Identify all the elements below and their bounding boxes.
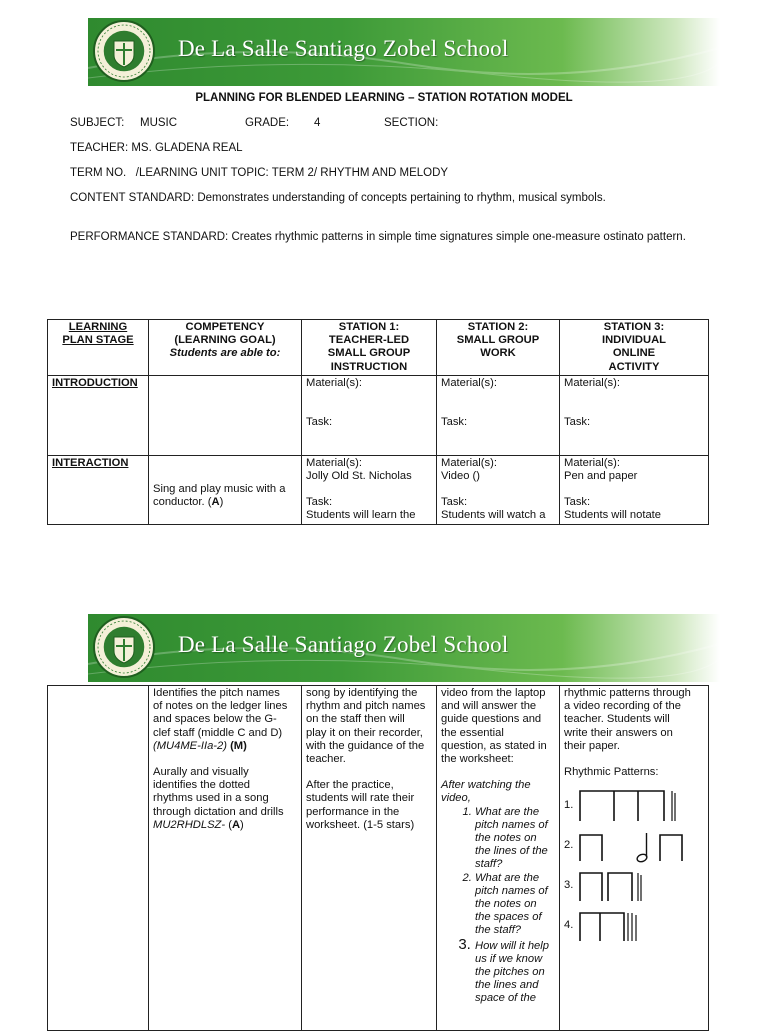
school-name: De La Salle Santiago Zobel School [178,36,509,61]
subject-value: MUSIC [140,117,178,129]
s3-task-label: Task: [564,496,591,509]
station-1-continued-cell: song by identifying the rhythm and pitch names on the staff then will play it on their recorder, with the guidance of the teacher. After the practice, students will rate their performance in the worksheet. (1-5 stars) [302,686,437,1031]
competency-code: (MU4ME-IIa-2) [153,739,227,752]
s3-task-text: Students will notate [564,509,662,522]
intro-s2-materials: Material(s): [441,376,497,389]
rhythm-notation-icon [576,787,686,823]
school-seal-icon [92,19,156,83]
list-item: 2. What are the pitch names of the notes on the spaces of the staff? [475,872,555,938]
s1-materials-label: Material(s): [306,456,362,469]
table-header-row [48,320,709,376]
station-2-continued-cell: video from the laptop and will answer the guide questions and the essential question, as stated in the worksheet: After watching the video, 1. What are the pitch names of the notes on the lines of the staff? 2. What are the pitch names of the notes on the spaces of the staff? 3. How will it help us if we know the pitches on the lines and space of the [437,686,560,1031]
school-banner [88,18,720,86]
s2-material: Video () [441,470,480,483]
stage-interaction: INTERACTION [52,456,129,469]
term-line: TERM NO. /LEARNING UNIT TOPIC: TERM 2/ RHYTHM AND MELODY [70,167,449,179]
header-station-2: STATION 2: SMALL GROUP WORK [437,320,560,376]
introduction-competency-cell [149,375,302,455]
content-standard: CONTENT STANDARD: Demonstrates understanding of concepts pertaining to rhythm, musical symbols. [70,192,606,204]
competency-continued-cell: Identifies the pitch names of notes on the ledger lines and spaces below the G- clef staff (middle C and D) (MU4ME-IIa-2) (M) Aurally and visually identifies the dotted rhythms used in a song through dictation and drills MU2RHDLSZ- (A) [149,686,302,1031]
station-3-continued-cell: rhythmic patterns through a video recording of the teacher. Students will write their answers on their paper. Rhythmic Patterns: 1. 2. 3. 4. [560,686,709,1031]
school-name: De La Salle Santiago Zobel School [178,632,509,657]
stage-introduction: INTRODUCTION [52,376,138,389]
teacher-line: TEACHER: MS. GLADENA REAL [70,142,243,154]
s1-material: Jolly Old St. Nicholas [306,470,412,483]
lesson-plan-table-continued [47,685,709,1031]
rhythm-notation-icon [576,907,686,943]
rhythm-pattern-1: 1. [564,785,704,825]
section-label: SECTION: [384,117,439,129]
rhythm-pattern-2: 2. [564,825,704,865]
introduction-row [48,375,709,455]
rhythmic-patterns-label: Rhythmic Patterns: [564,766,659,779]
s2-materials-label: Material(s): [441,456,497,469]
document-title: PLANNING FOR BLENDED LEARNING – STATION ROTATION MODEL [195,92,573,104]
s2-task-label: Task: [441,496,468,509]
list-item: 3. How will it help us if we know the pitches on the lines and space of the [475,938,555,1006]
interaction-continued-row [48,686,709,1031]
stage-cell-continued [48,686,149,1031]
header-competency: COMPETENCY (LEARNING GOAL) Students are able to: [149,320,302,376]
intro-s1-materials: Material(s): [306,376,362,389]
grade-value: 4 [314,117,321,129]
subject-label: SUBJECT: [70,117,125,129]
list-item: 1. What are the pitch names of the notes on the lines of the staff? [475,806,555,872]
guide-questions-list [441,806,555,1006]
intro-s2-task: Task: [441,416,468,429]
rhythm-pattern-3: 3. [564,865,704,905]
interaction-row [48,455,709,524]
lesson-plan-table [47,319,709,525]
intro-s3-materials: Material(s): [564,376,620,389]
header-station-1: STATION 1: TEACHER-LED SMALL GROUP INSTRUCTION [302,320,437,376]
s1-task-label: Task: [306,496,333,509]
s2-task-text: Students will watch a [441,509,546,522]
grade-label: GRADE: [245,117,290,129]
school-banner-page-2 [88,614,720,682]
performance-standard: PERFORMANCE STANDARD: Creates rhythmic patterns in simple time signatures simple one-measure ostinato pattern. [70,231,686,243]
header-station-3: STATION 3: INDIVIDUAL ONLINE ACTIVITY [560,320,709,376]
rhythm-pattern-4: 4. [564,905,704,945]
s1-task-text: Students will learn the [306,509,416,522]
rhythm-notation-icon [576,867,686,903]
s3-materials-label: Material(s): [564,456,620,469]
school-seal-icon [92,615,156,679]
rhythm-notation-icon [576,827,686,863]
interaction-competency-cell: Sing and play music with a conductor. (A) [149,455,302,524]
intro-s3-task: Task: [564,416,591,429]
intro-s1-task: Task: [306,416,333,429]
header-plan-stage: LEARNING PLAN STAGE [48,320,149,376]
s3-material: Pen and paper [564,470,638,483]
